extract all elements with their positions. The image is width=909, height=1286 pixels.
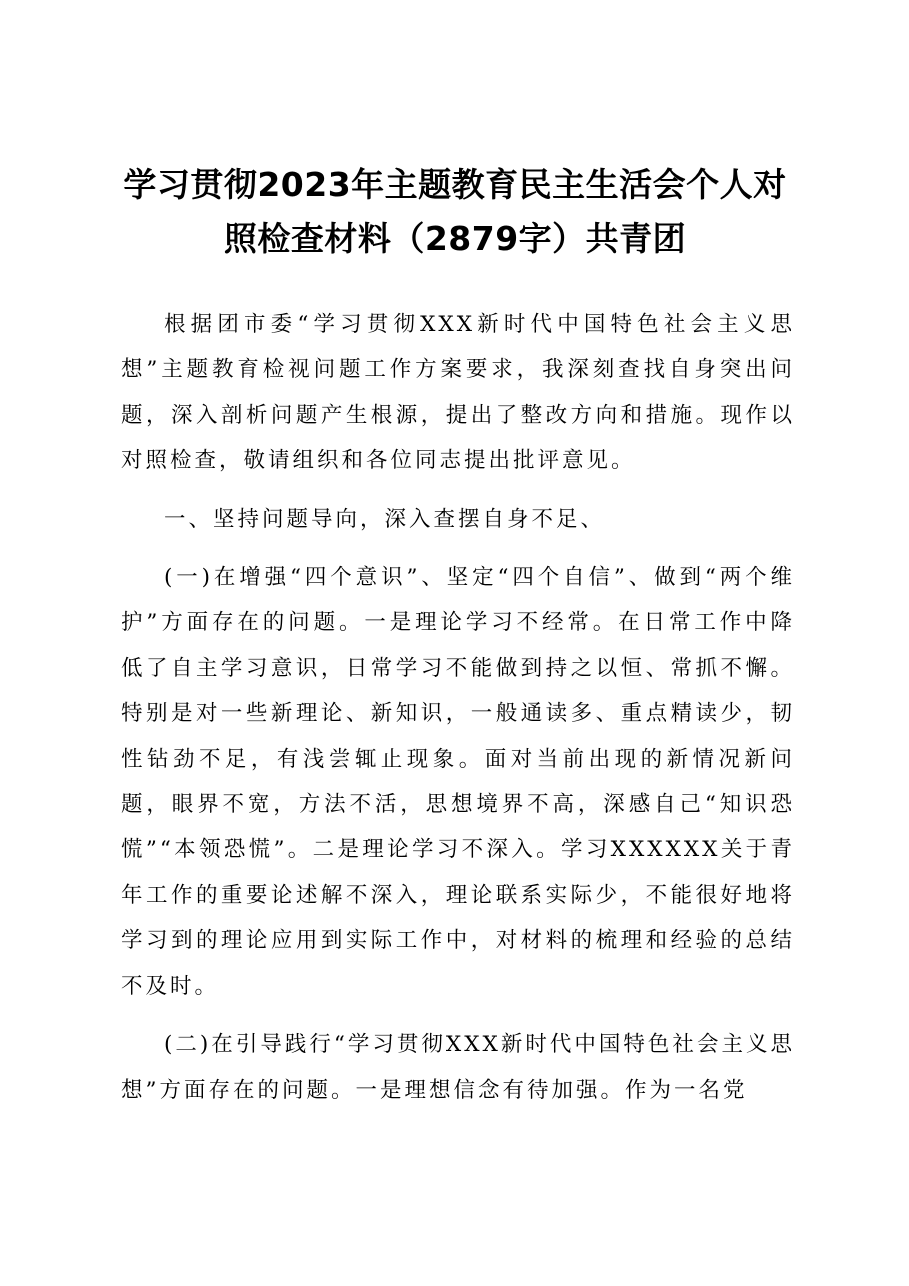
subsection-one-paragraph: (一)在增强“四个意识”、坚定“四个自信”、做到“两个维护”方面存在的问题。一是理论学习不经常。在日常工作中降低了自主学习意识，日常学习不能做到持之以恒、常抓不懈。特别是对一些新理论、新知识，一般通读多、重点精读少，韧性钻劲不足，有浅尝辄止现象。面对当前出现的新情况新问题，眼界不宽，方法不活，思想境界不高，深感自己“知识恐慌”“本领恐慌”。二是理论学习不深入。学习XXXXXX关于青年工作的重要论述解不深入，理论联系实际少，不能很好地将学习到的理论应用到实际工作中，对材料的梳理和经验的总结不及时。: [121, 565, 795, 999]
subsection-two-paragraph: (二)在引导践行“学习贯彻XXX新时代中国特色社会主义思想”方面存在的问题。一是理想信念有待加强。作为一名党: [121, 1032, 795, 1103]
document-title: 学习贯彻2023年主题教育民主生活会个人对照检查材料（2879字）共青团: [123, 165, 787, 258]
section-heading: 一、坚持问题导向，深入查摆自身不足、: [164, 506, 606, 532]
document-body: [121, 302, 795, 1126]
intro-paragraph: 根据团市委“学习贯彻XXX新时代中国特色社会主义思想”主题教育检视问题工作方案要求，我深刻查找自身突出问题，深入剖析问题产生根源，提出了整改方向和措施。现作以对照检查，敬请组织和各位同志提出批评意见。: [121, 312, 795, 474]
